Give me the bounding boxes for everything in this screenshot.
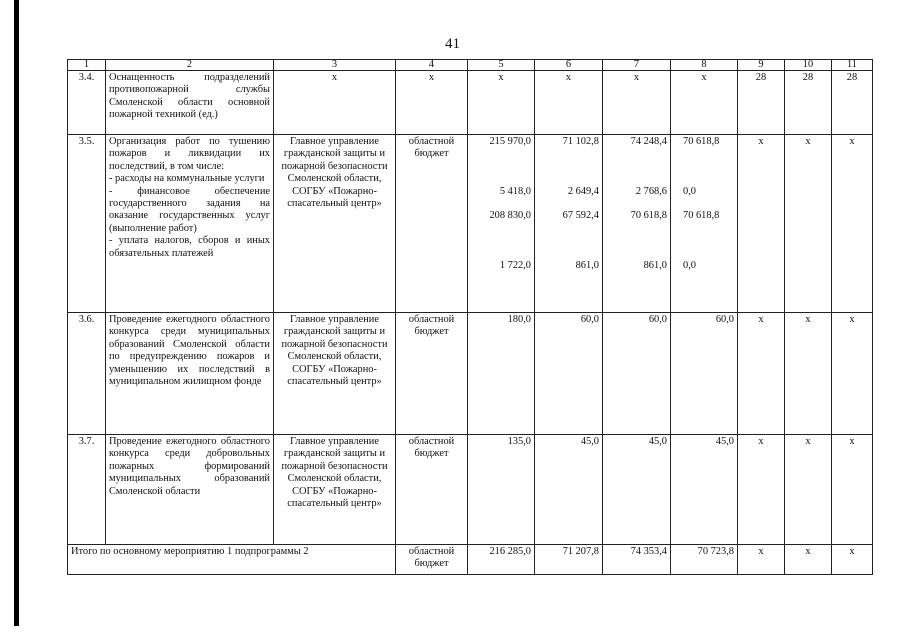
row-number: 3.5. [68, 135, 106, 313]
page-number: 41 [445, 36, 460, 52]
column-header: 2 [106, 60, 274, 71]
total-value-8: 70 723,8 [671, 545, 738, 575]
table-row [68, 71, 873, 135]
row-executor: Главное управление гражданской защиты и пожарной безопасности Смоленской области, СОГБУ «Пожарно-спасательный центр» [274, 313, 396, 435]
row-value-10: х [785, 435, 832, 545]
total-value-9: х [738, 545, 785, 575]
total-row [68, 545, 873, 575]
row-value-6: х [535, 71, 603, 135]
row-value-10: х [785, 135, 832, 313]
value-utilities: 2 768,6 [635, 185, 667, 197]
table-row [68, 313, 873, 435]
column-header: 7 [603, 60, 671, 71]
row-source: областной бюджет [396, 313, 468, 435]
row-value-8: х [671, 71, 738, 135]
row-number: 3.4. [68, 71, 106, 135]
total-value-10: х [785, 545, 832, 575]
row-value-9: 28 [738, 71, 785, 135]
value-taxes: 1 722,0 [499, 259, 531, 271]
value-total: 71 102,8 [562, 136, 599, 147]
value-utilities: 0,0 [683, 185, 696, 197]
row-value-7 [603, 135, 671, 313]
row-name: Оснащенность подразделений противопожарной службы Смоленской области основной пожарной техникой (ед.) [106, 71, 274, 135]
row-value-10: х [785, 313, 832, 435]
row-executor: х [274, 71, 396, 135]
column-header: 5 [468, 60, 535, 71]
row-executor: Главное управление гражданской защиты и пожарной безопасности Смоленской области, СОГБУ «Пожарно-спасательный центр» [274, 135, 396, 313]
row-value-9: х [738, 435, 785, 545]
row-source: х [396, 71, 468, 135]
page-edge-bar [14, 0, 19, 626]
total-label: Итого по основному мероприятию 1 подпрограммы 2 [68, 545, 396, 575]
row-value-8: 60,0 [671, 313, 738, 435]
row-value-7: 45,0 [603, 435, 671, 545]
program-table [67, 59, 873, 575]
row-value-10: 28 [785, 71, 832, 135]
row-source: областной бюджет [396, 435, 468, 545]
row-value-9: х [738, 313, 785, 435]
total-value-6: 71 207,8 [535, 545, 603, 575]
row-value-8: 45,0 [671, 435, 738, 545]
row-name: Проведение ежегодного областного конкурса среди муниципальных образований Смоленской области по предупреждению пожаров и уменьшению их последствий в муниципальном жилищном фонде [106, 313, 274, 435]
total-source: областной бюджет [396, 545, 468, 575]
value-utilities: 5 418,0 [499, 185, 531, 197]
row-subitem: - финансовое обеспечение государственного задания на оказание государственных услуг (выполнение работ) [109, 185, 270, 234]
total-value-11: х [832, 545, 873, 575]
row-subitem: - уплата налогов, сборов и иных обязательных платежей [109, 235, 270, 259]
column-header: 4 [396, 60, 468, 71]
value-taxes: 0,0 [683, 259, 696, 271]
row-value-7: 60,0 [603, 313, 671, 435]
column-header: 6 [535, 60, 603, 71]
row-value-9: х [738, 135, 785, 313]
row-source: областной бюджет [396, 135, 468, 313]
row-subitem: - расходы на коммунальные услуги [109, 173, 265, 185]
row-value-5: х [468, 71, 535, 135]
total-value-7: 74 353,4 [603, 545, 671, 575]
column-header: 1 [68, 60, 106, 71]
row-value-11: 28 [832, 71, 873, 135]
row-name-group [106, 135, 274, 313]
row-value-7: х [603, 71, 671, 135]
column-header: 11 [832, 60, 873, 71]
value-taxes: 861,0 [575, 259, 599, 271]
value-total: 70 618,8 [683, 136, 720, 147]
column-number-row [68, 60, 873, 71]
value-state-task: 208 830,0 [489, 210, 531, 222]
value-taxes: 861,0 [643, 259, 667, 271]
value-utilities: 2 649,4 [567, 185, 599, 197]
column-header: 9 [738, 60, 785, 71]
row-value-5: 135,0 [468, 435, 535, 545]
value-total: 74 248,4 [630, 136, 667, 147]
value-state-task: 70 618,8 [630, 210, 667, 222]
row-value-6: 60,0 [535, 313, 603, 435]
row-number: 3.6. [68, 313, 106, 435]
column-header: 10 [785, 60, 832, 71]
row-name: Организация работ по тушению пожаров и ликвидации их последствий, в том числе: [109, 136, 270, 172]
column-header: 3 [274, 60, 396, 71]
row-value-11: х [832, 435, 873, 545]
row-value-5: 180,0 [468, 313, 535, 435]
row-value-5 [468, 135, 535, 313]
column-header: 8 [671, 60, 738, 71]
value-state-task: 70 618,8 [683, 210, 720, 222]
row-value-11: х [832, 135, 873, 313]
row-number: 3.7. [68, 435, 106, 545]
value-state-task: 67 592,4 [562, 210, 599, 222]
row-value-6 [535, 135, 603, 313]
row-value-6: 45,0 [535, 435, 603, 545]
table-row [68, 135, 873, 313]
row-value-8 [671, 135, 738, 313]
table-row [68, 435, 873, 545]
value-total: 215 970,0 [489, 136, 531, 147]
row-name: Проведение ежегодного областного конкурса среди добровольных пожарных формирований муниципальных образований Смоленской области [106, 435, 274, 545]
total-value-5: 216 285,0 [468, 545, 535, 575]
row-executor: Главное управление гражданской защиты и пожарной безопасности Смоленской области, СОГБУ «Пожарно-спасательный центр» [274, 435, 396, 545]
row-value-11: х [832, 313, 873, 435]
